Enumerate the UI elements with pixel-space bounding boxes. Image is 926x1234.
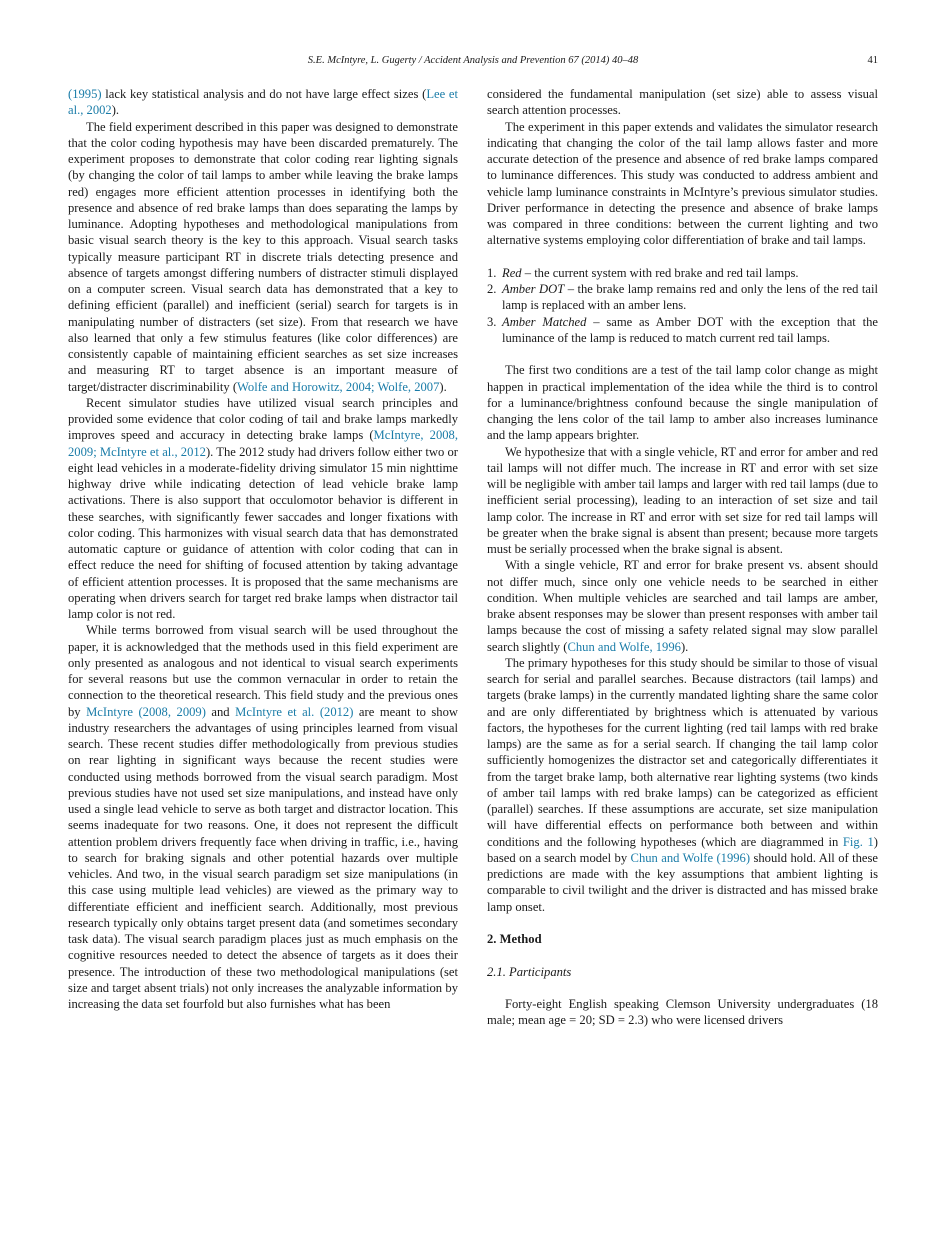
list-item: 3. Amber Matched – same as Amber DOT with the exception that the luminance of the lamp is reduced to match current red tail lamps.: [487, 314, 878, 345]
citation-link[interactable]: McIntyre et al. (2012): [235, 704, 354, 719]
citation-link[interactable]: McIntyre, 2008, 2009; McIntyre et al., 2012: [68, 428, 458, 459]
right-column: [487, 86, 878, 1029]
paragraph: The primary hypotheses for this study should be similar to those of visual search for serial and parallel searches. Because distractors (tail lamps) and targets (brake lamps) in the currently mandated lighting share the same color and are only differentiated by brightness which is attenuated by various factors, the hypotheses for the current lighting (red tail lamps with red brake lamps) are the same as for a serial search. If changing the tail lamp color sufficiently homogenizes the distractor set and categorically differentiates it from the target brake lamp, both alternative rear lighting systems (two kinds of amber tail lamps with red brake lamps) can be categorized as efficient (parallel) searches. If these assumptions are accurate, set size manipulation will have differential effects on performance both between and within conditions and the following hypotheses (which are diagrammed in Fig. 1) based on a search model by Chun and Wolfe (1996) should hold. All of these predictions are made with the key assumptions that ambient lighting is comparable to civil twilight and the driver is distracted and has missed brake lamp onset.: [487, 655, 878, 914]
citation-link[interactable]: Chun and Wolfe, 1996: [567, 639, 681, 654]
paragraph: (1995) lack key statistical analysis and do not have large effect sizes (Lee et al., 2002).: [68, 87, 459, 118]
paragraph: The first two conditions are a test of the tail lamp color change as might happen in practical implementation of the idea while the third is to control for a luminance/brightness confound because the single manipulation of changing the lens color of the tail lamp to amber also increases luminance and the lamp appears brighter.: [487, 363, 878, 443]
paragraph: Forty-eight English speaking Clemson University undergraduates (18 male; mean age = 20; SD = 2.3) who were licensed drivers: [487, 997, 878, 1028]
paragraph: The field experiment described in this paper was designed to demonstrate that the color coding hypothesis may have been discarded prematurely. The experiment proposes to demonstrate that color coding rear lighting signals (by changing the color of tail lamps to amber while leaving the brake lamps red) engages more efficient attention processes in identifying both the presence and absence of red brake lamps than does separating the lamps by luminance. Adopting hypotheses and methodological manipulations from basic visual search theory is the key to this approach. Visual search tasks typically measure participant RT in discrete trials detecting presence and absence of targets amongst differing numbers of distracter stimuli displayed on a computer screen. Visual search data has demonstrated that a key to defining efficient (parallel) and inefficient (serial) search for targets is in manipulating number of distracters (set size). From that research we have also learned that only a few stimulus features (like color differences) are consistently capable of maintaining efficient searches as set size increases and measuring RT to target absence is an important measure of target/distracter discriminability (Wolfe and Horowitz, 2004; Wolfe, 2007).: [68, 119, 458, 394]
paragraph: While terms borrowed from visual search will be used throughout the paper, it is acknowledged that the methods used in this field experiment are only presented as analogous and not identical to visual search experiments for several reasons but use the common vernacular in order to retain the connection to the theoretical research. This field study and the previous ones by McIntyre (2008, 2009) and McIntyre et al. (2012) are meant to show industry researchers the advantages of using principles learned from visual search. These recent studies differ methodologically from previous studies on rear lighting in significant ways because the recent studies were conducted using methods borrowed from the visual search paradigm. Most previous studies have not used set size manipulations, and instead have only used a single lead vehicle to serve as both target and distractor location. This seems inadequate for two reasons. One, it does not represent the difficult attention problem drivers frequently face when driving in traffic, i.e., having to search for braking signals and other potential hazards over multiple vehicles. And two, in the visual search paradigm set size manipulations (in this case using multiple lead vehicles) are viewed as the primary way to differentiate efficient and inefficient search. Additionally, most previous research typically only obtains target present data (and sometimes secondary task data). The visual search paradigm places just as much emphasis on the cognitive resources needed to detect the absence of targets as it does their presence. The introduction of these two methodological manipulations (set size and target absent trials) not only increases the analyzable information by increasing the data set fourfold but also furnishes what has been: [68, 623, 458, 1011]
section-heading: 2. Method: [487, 932, 542, 946]
paragraph: The experiment in this paper extends and validates the simulator research indicating that changing the color of the tail lamp allows faster and more accurate detection of the presence and absence of red brake lamps compared to luminance differences. This study was conducted to address ambient and vehicle lamp luminance constraints in McIntyre’s previous simulator studies. Driver performance in detecting the presence and absence of brake lamps was compared in three conditions: between the current lighting and two alternative systems employing color differentiation of brake and tail lamps.: [487, 119, 878, 248]
paragraph: We hypothesize that with a single vehicle, RT and error for amber and red tail lamps will not differ much. The increase in RT and error with set size will be negligible with amber tail lamps and larger with red tail lamps (due to inefficient serial processing), leading to an interaction of set size and tail lamp color. The increase in RT and error with set size for red tail lamps will be greater when the brake signal is absent than present; because more targets must be serially processed when the brake signal is absent.: [487, 444, 878, 556]
figure-link[interactable]: Fig. 1: [842, 834, 874, 849]
citation-link[interactable]: (1995): [68, 87, 102, 101]
list-item: 1. Red – the current system with red brake and red tail lamps.: [487, 265, 799, 280]
running-title: S.E. McIntyre, L. Gugerty / Accident Analysis and Prevention 67 (2014) 40–48: [307, 55, 639, 66]
running-header: [68, 55, 878, 71]
citation-link[interactable]: McIntyre (2008, 2009): [86, 704, 206, 719]
subsection-heading: 2.1. Participants: [487, 964, 572, 979]
citation-link[interactable]: Wolfe and Horowitz, 2004; Wolfe, 2007: [237, 379, 440, 394]
page-number: 41: [867, 55, 878, 66]
citation-link[interactable]: Lee et al., 2002: [68, 87, 459, 118]
left-column: [68, 86, 458, 1012]
list-item: 2. Amber DOT – the brake lamp remains red and only the lens of the red tail lamp is replaced with an amber lens.: [487, 282, 878, 313]
citation-link[interactable]: Chun and Wolfe (1996): [630, 850, 751, 865]
paragraph: Recent simulator studies have utilized visual search principles and provided some evidence that color coding of tail and brake lamps markedly improves speed and accuracy in detecting brake lamps (McIntyre, 2008, 2009; McIntyre et al., 2012). The 2012 study had drivers follow either two or eight lead vehicles in a moderate-fidelity driving simulator 15 min nighttime highway drive while indicating detection of lead vehicle brake lamp activations. There is also support that occulomotor behavior is different in these searches, with significantly fewer saccades and longer fixations with color coding. This harmonizes with visual search data that has demonstrated automatic capture or guidance of attention with color coding that can in effect reduce the need for shifting of focused attention by taking advantage of efficient attention processes. It is proposed that the same mechanisms are operating when drivers search for target red brake lamps when distractor tail lamp color is not red.: [68, 395, 458, 621]
paragraph: considered the fundamental manipulation (set size) able to assess visual search attention processes.: [487, 87, 878, 118]
paragraph: With a single vehicle, RT and error for brake present vs. absent should not differ much, since only one vehicle needs to be searched in either condition. When multiple vehicles are searched and tail lamps are amber, brake absent responses may be slower than present responses with amber tail lamps because the cost of missing a safety related signal may slow parallel search slightly (Chun and Wolfe, 1996).: [487, 558, 878, 654]
conditions-list: [487, 265, 878, 346]
